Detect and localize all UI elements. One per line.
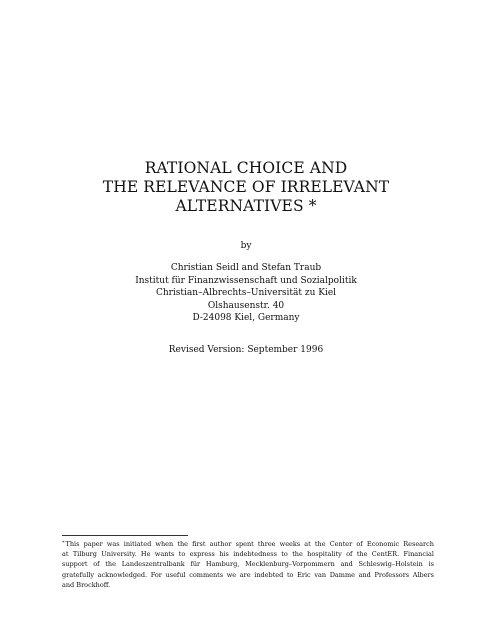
author-city: D-24098 Kiel, Germany bbox=[192, 313, 300, 323]
footnote-mark: * bbox=[62, 540, 65, 546]
footnote-line-3: support of the Landeszentralbank für Hamburg, Mecklenburg–Vorpommern and Schleswig–Holstein is bbox=[62, 560, 434, 569]
footnote-line-5: and Brockhoff. bbox=[62, 580, 111, 589]
revised-version: Revised Version: September 1996 bbox=[168, 345, 324, 355]
title-line-1: RATIONAL CHOICE AND bbox=[144, 159, 348, 177]
footnote-line-2: at Tilburg University. He wants to express his indebtedness to the hospitality of the CentER. Financial bbox=[62, 550, 434, 559]
title-line-2: THE RELEVANCE OF IRRELEVANT bbox=[102, 178, 390, 196]
footnote-rule bbox=[62, 535, 188, 536]
footnote-line-1 bbox=[62, 538, 434, 549]
author-institute: Institut für Finanzwissenschaft und Sozialpolitik bbox=[135, 275, 357, 286]
author-names: Christian Seidl and Stefan Traub bbox=[170, 263, 322, 273]
footnote bbox=[62, 538, 434, 590]
author-university: Christian–Albrechts–Universität zu Kiel bbox=[155, 288, 337, 298]
author-street: Olshausenstr. 40 bbox=[207, 300, 285, 311]
author-block bbox=[0, 262, 492, 325]
paper-title bbox=[0, 159, 492, 216]
by-label: by bbox=[240, 241, 252, 251]
title-line-3: ALTERNATIVES * bbox=[175, 197, 317, 215]
footnote-line-4: gratefully acknowledged. For useful comments we are indebted to Eric van Damme and Professors Albers bbox=[62, 570, 434, 579]
footnote-line-1-text: This paper was initiated when the first author spent three weeks at the Center of Economic Research bbox=[65, 540, 434, 548]
